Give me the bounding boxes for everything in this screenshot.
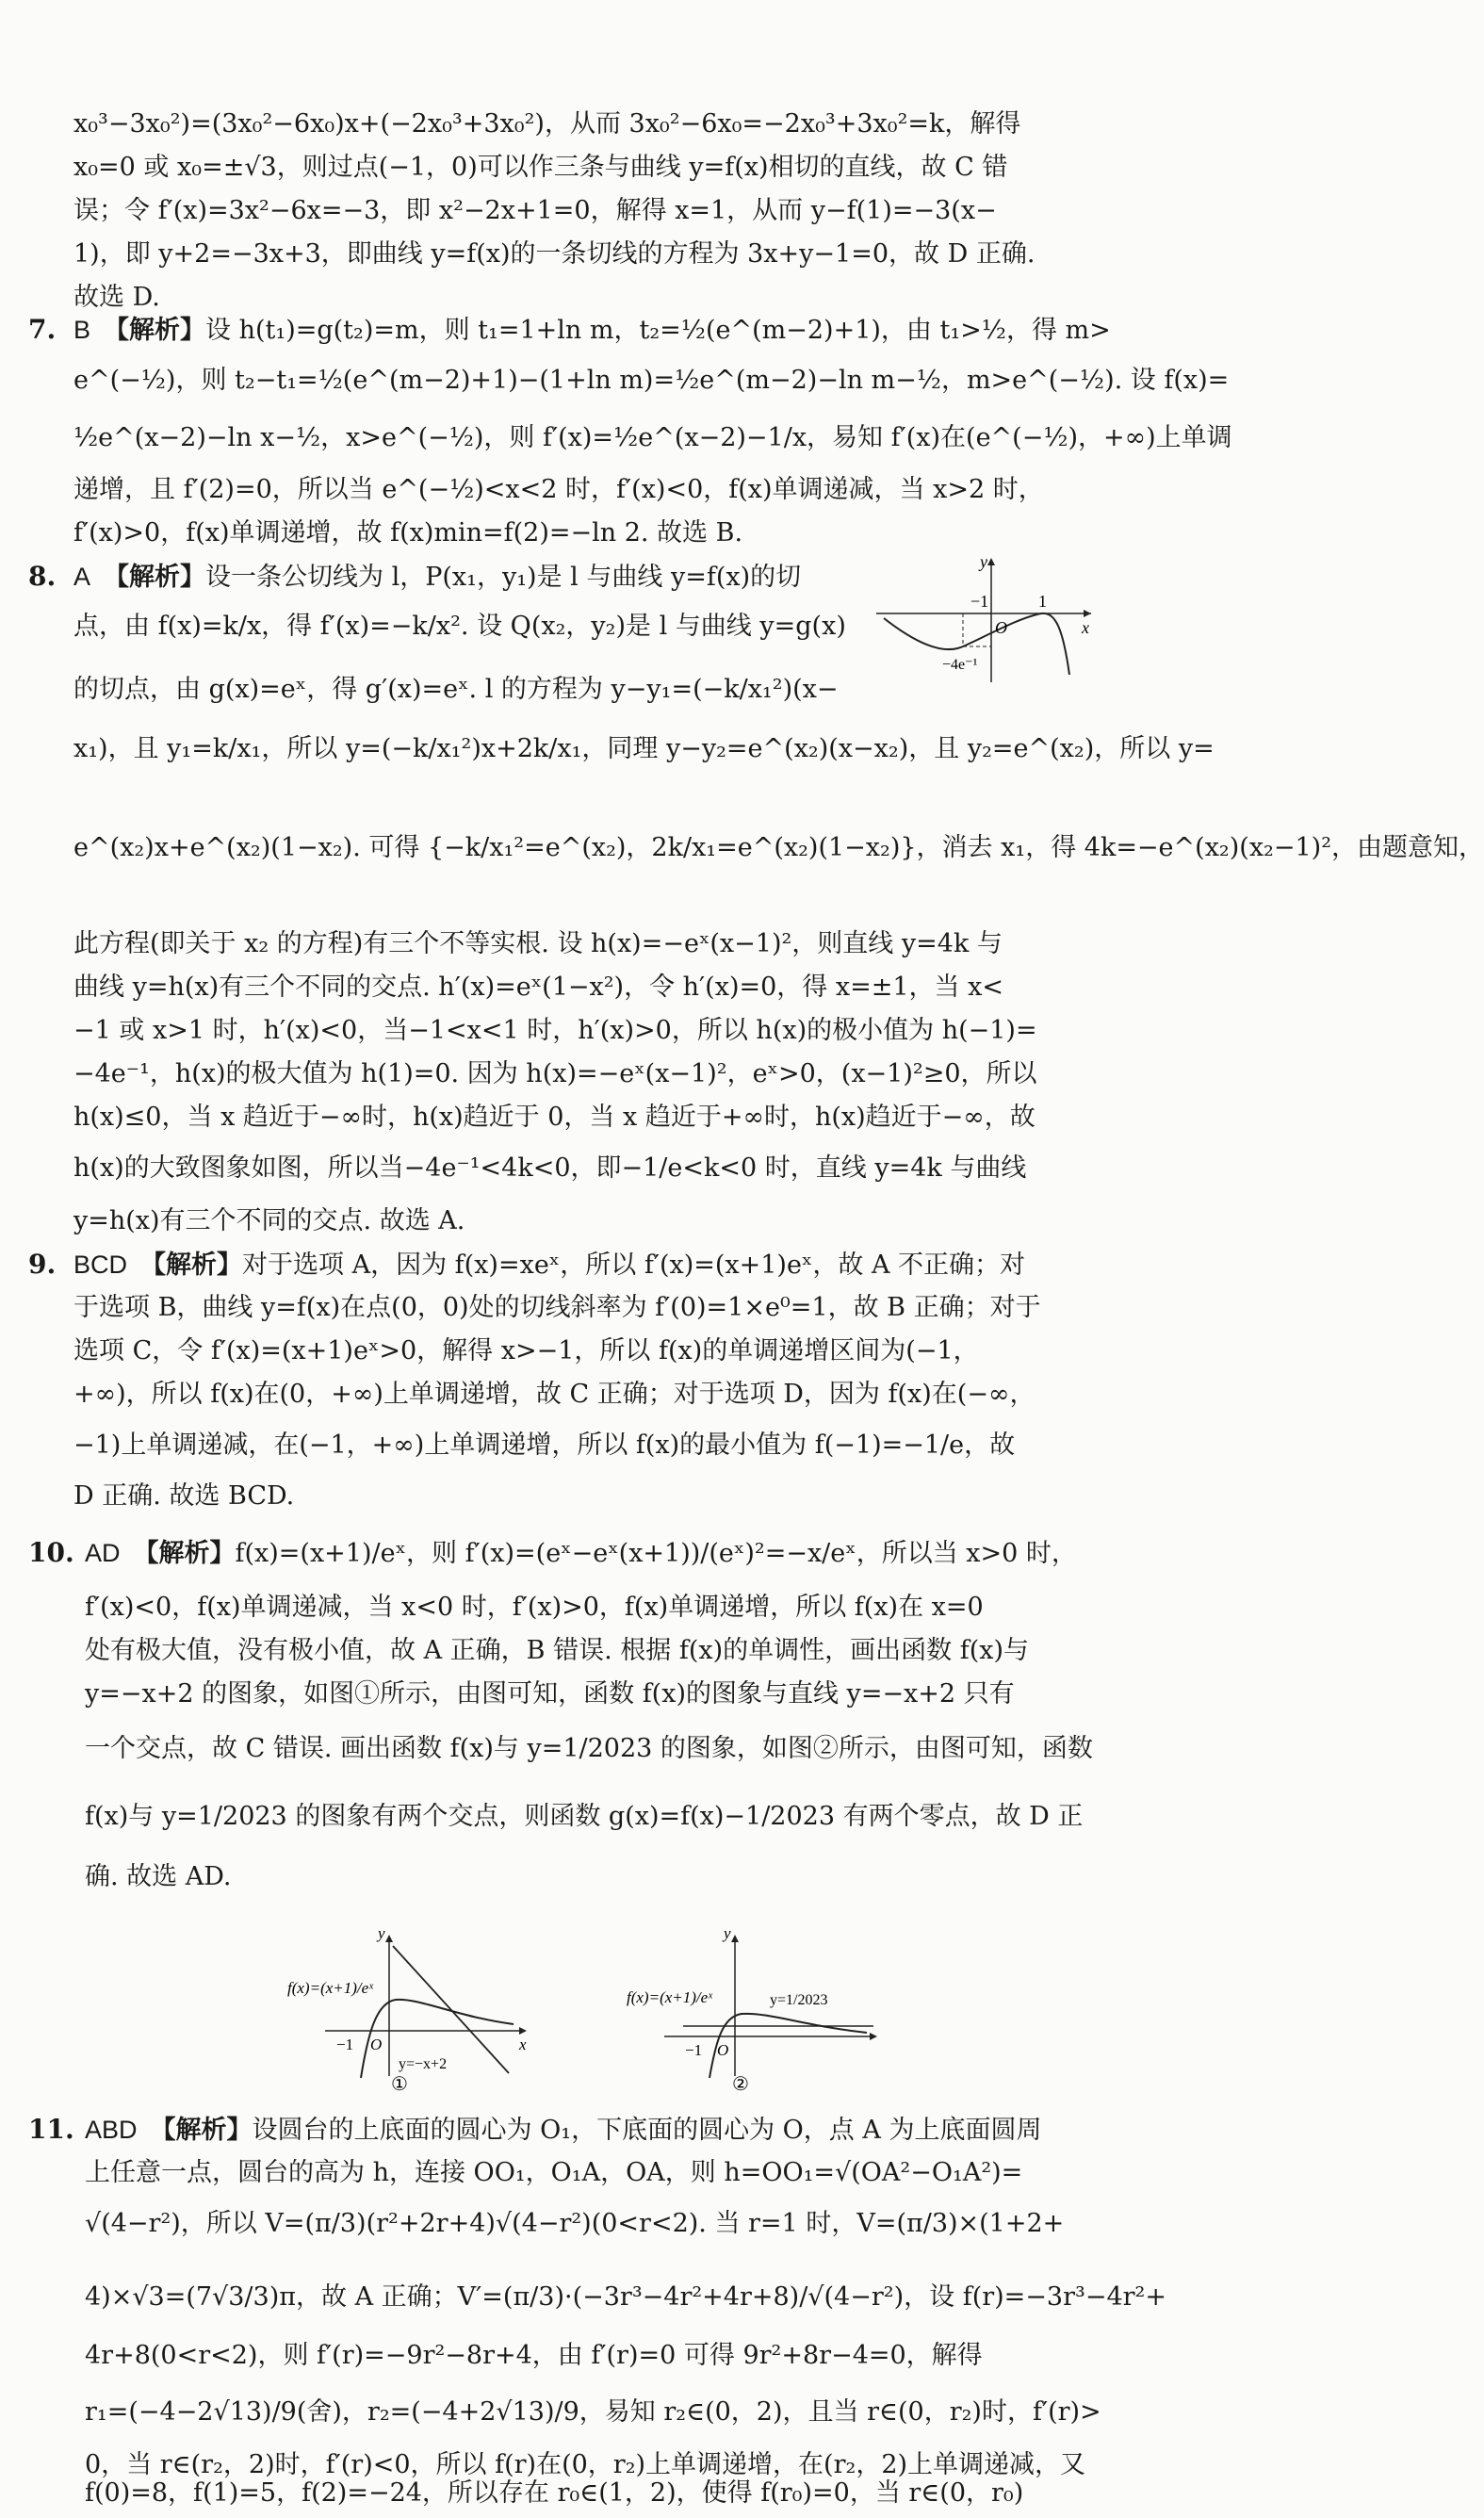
y-arrow-icon (987, 558, 995, 565)
question-number: 10. (28, 1537, 74, 1568)
text-line: f′(x)>0，f(x)单调递增，故 f(x)min=f(2)=−ln 2. 故选 B. (73, 518, 743, 548)
text: 设 h(t₁)=g(t₂)=m，则 t₁=1+ln m，t₂=½(e^(m−2)+1)，由 t₁>½，得 m> (205, 316, 1111, 345)
text-line: x₁)，且 y₁=k/x₁，所以 y=(−k/x₁²)x+2k/x₁，同理 y−y₂=e^(x₂)(x−x₂)，且 y₂=e^(x₂)，所以 y= (73, 734, 1215, 763)
text-line: 确. 故选 AD. (85, 1862, 232, 1891)
x-label: x (1082, 618, 1089, 637)
text-line: h(x)的大致图象如图，所以当−4e⁻¹<4k<0，即−1/e<k<0 时，直线 y=4k 与曲线 (73, 1153, 1027, 1183)
text-line: 一个交点，故 C 错误. 画出函数 f(x)与 y=1/2023 的图象，如图②所示，由图可知，函数 (85, 1734, 1093, 1763)
text-line: 选项 C，令 f′(x)=(x+1)eˣ>0，解得 x>−1，所以 f(x)的单调递增区间为(−1， (73, 1336, 979, 1365)
text-line: e^(−½)，则 t₂−t₁=½(e^(m−2)+1)−(1+ln m)=½e^(m−2)−ln m−½，m>e^(−½). 设 f(x)= (73, 366, 1230, 395)
text-line: 此方程(即关于 x₂ 的方程)有三个不等实根. 设 h(x)=−eˣ(x−1)²，则直线 y=4k 与 (73, 929, 1003, 958)
x-label: x (519, 2036, 527, 2053)
text-line: y=h(x)有三个不同的交点. 故选 A. (73, 1206, 465, 1235)
analysis-tag: 【解析】 (140, 1251, 243, 1280)
text-line: 故选 D. (73, 283, 160, 312)
y-label: y (724, 1924, 731, 1942)
min-label: −4e⁻¹ (942, 657, 978, 673)
text: 对于选项 A，因为 f(x)=xeˣ，所以 f′(x)=(x+1)eˣ，故 A 不正确；对 (242, 1251, 1026, 1280)
fx-label: f(x)=(x+1)/eˣ (627, 1988, 712, 2006)
y-label: y (378, 1924, 385, 1942)
figure-caption: ① (391, 2074, 408, 2095)
question-number: 11. (28, 2114, 74, 2145)
text-line: ½e^(x−2)−ln x−½，x>e^(−½)，则 f′(x)=½e^(x−2)−1/x，易知 f′(x)在(e^(−½)，+∞)上单调 (73, 423, 1232, 452)
y-arrow-icon (385, 1935, 393, 1942)
question-number: 8. (28, 561, 57, 592)
minus-one-label: −1 (970, 592, 989, 611)
analysis-tag: 【解析】 (133, 1539, 236, 1568)
answer: A (73, 563, 91, 591)
y-label: y (980, 552, 987, 571)
line-label: y=−x+2 (399, 2056, 448, 2072)
text-line: 4r+8(0<r<2)，则 f′(r)=−9r²−8r+4，由 f′(r)=0 可得 9r²+8r−4=0，解得 (85, 2341, 983, 2370)
text-line: f(x)与 y=1/2023 的图象有两个交点，则函数 g(x)=f(x)−1/2023 有两个零点，故 D 正 (85, 1802, 1084, 1831)
question-9-first-line (73, 1246, 1086, 1284)
answer: ABD (85, 2116, 138, 2144)
question-11-first-line (85, 2111, 1086, 2150)
question-7-first-line (73, 311, 1111, 350)
x-arrow-icon (870, 2033, 877, 2040)
text-line: 处有极大值，没有极小值，故 A 正确，B 错误. 根据 f(x)的单调性，画出函数 f(x)与 (85, 1636, 1029, 1665)
analysis-tag: 【解析】 (150, 2116, 253, 2145)
text-line: h(x)≤0，当 x 趋近于−∞时，h(x)趋近于 0，当 x 趋近于+∞时，h(x)趋近于−∞，故 (73, 1103, 1036, 1132)
text-line: −4e⁻¹，h(x)的极大值为 h(1)=0. 因为 h(x)=−eˣ(x−1)²，eˣ>0，(x−1)²≥0，所以 (73, 1059, 1037, 1088)
question-8-first-line (73, 558, 860, 597)
minus-one-label: −1 (336, 2036, 354, 2053)
answer: B (73, 316, 91, 344)
text-line: f(0)=8，f(1)=5，f(2)=−24，所以存在 r₀∈(1，2)，使得 f(r₀)=0，当 r∈(0，r₀) (85, 2478, 1024, 2508)
text-line: 1)，即 y+2=−3x+3，即曲线 y=f(x)的一条切线的方程为 3x+y−1=0，故 D 正确. (73, 239, 1036, 269)
text-line: 0，当 r∈(r₂，2)时，f′(r)<0，所以 f(r)在(0，r₂)上单调递增，在(r₂，2)上单调递减，又 (85, 2450, 1086, 2479)
text: f(x)=(x+1)/eˣ，则 f′(x)=(eˣ−eˣ(x+1))/(eˣ)²=−x/eˣ，所以当 x>0 时， (235, 1539, 1077, 1568)
analysis-tag: 【解析】 (104, 563, 206, 592)
answer: BCD (73, 1251, 128, 1279)
text-line: x₀=0 或 x₀=±√3，则过点(−1，0)可以作三条与曲线 y=f(x)相切的直线，故 C 错 (73, 153, 1008, 182)
figure-1 (287, 1924, 542, 2095)
text-line: −1 或 x>1 时，h′(x)<0，当−1<x<1 时，h′(x)>0，所以 h(x)的极小值为 h(−1)= (73, 1016, 1037, 1045)
text-line: −1)上单调递减，在(−1，+∞)上单调递增，所以 f(x)的最小值为 f(−1)=−1/e，故 (73, 1431, 1016, 1460)
text-line: x₀³−3x₀²)=(3x₀²−6x₀)x+(−2x₀³+3x₀²)，从而 3x₀²−6x₀=−2x₀³+3x₀²=k，解得 (73, 109, 1021, 139)
text-line: 的切点，由 g(x)=eˣ，得 g′(x)=eˣ. l 的方程为 y−y₁=(−k/x₁²)(x− (73, 675, 839, 704)
one-label: 1 (1038, 592, 1047, 611)
figure-2 (627, 1924, 890, 2095)
text-line: f′(x)<0，f(x)单调递减，当 x<0 时，f′(x)>0，f(x)单调递增，所以 f(x)在 x=0 (85, 1593, 984, 1622)
line-y-minus-x-plus-2 (393, 1946, 509, 2073)
text-line: 上任意一点，圆台的高为 h，连接 OO₁，O₁A，OA，则 h=OO₁=√(OA²−O₁A²)= (85, 2158, 1023, 2187)
question-number: 9. (28, 1249, 57, 1280)
x-arrow-icon (519, 2027, 527, 2035)
text-line: r₁=(−4−2√13)/9(舍)，r₂=(−4+2√13)/9，易知 r₂∈(0，2)，且当 r∈(0，r₂)时，f′(r)> (85, 2397, 1101, 2427)
h-x-graph (876, 552, 1093, 684)
answer: AD (85, 1539, 121, 1567)
text-line: 点，由 f(x)=k/x，得 f′(x)=−k/x². 设 Q(x₂，y₂)是 l 与曲线 y=g(x) (73, 612, 846, 641)
text-line: 曲线 y=h(x)有三个不同的交点. h′(x)=eˣ(1−x²)，令 h′(x)=0，得 x=±1，当 x< (73, 973, 1003, 1002)
question-number: 7. (28, 314, 57, 345)
text-line: 递增，且 f′(2)=0，所以当 e^(−½)<x<2 时，f′(x)<0，f(x)单调递减，当 x>2 时， (73, 475, 1044, 504)
origin-label: O (370, 2036, 383, 2053)
text: 设圆台的上底面的圆心为 O₁，下底面的圆心为 O，点 A 为上底面圆周 (252, 2116, 1042, 2145)
text-line: 误；令 f′(x)=3x²−6x=−3，即 x²−2x+1=0，解得 x=1，从而 y−f(1)=−3(x− (73, 196, 997, 225)
line-label: y=1/2023 (770, 1992, 828, 2008)
text-line: 4)×√3=(7√3/3)π，故 A 正确；V′=(π/3)·(−3r³−4r²+4r+8)/√(4−r²)，设 f(r)=−3r³−4r²+ (85, 2282, 1166, 2312)
text-line: D 正确. 故选 BCD. (73, 1481, 295, 1511)
fx-curve (709, 2014, 867, 2078)
question-10-first-line (85, 1534, 1086, 1573)
origin-label: O (995, 618, 1007, 637)
x-arrow-icon (1084, 610, 1091, 617)
text-line: +∞)，所以 f(x)在(0，+∞)上单调递增，故 C 正确；对于选项 D，因为 f(x)在(−∞， (73, 1380, 1036, 1409)
analysis-tag: 【解析】 (104, 316, 206, 345)
text-line: e^(x₂)x+e^(x₂)(1−x₂). 可得 {−k/x₁²=e^(x₂)，2k/x₁=e^(x₂)(1−x₂)}，消去 x₁，得 4k=−e^(x₂)(x₂−1)²，由题意知， (73, 833, 1484, 862)
text: 设一条公切线为 l，P(x₁，y₁)是 l 与曲线 y=f(x)的切 (205, 563, 802, 592)
y-arrow-icon (731, 1935, 739, 1942)
text-line: √(4−r²)，所以 V=(π/3)(r²+2r+4)√(4−r²)(0<r<2). 当 r=1 时，V=(π/3)×(1+2+ (85, 2209, 1065, 2238)
origin-label: O (717, 2041, 729, 2059)
figure-caption: ② (732, 2074, 749, 2095)
text-line: y=−x+2 的图象，如图①所示，由图可知，函数 f(x)的图象与直线 y=−x+2 只有 (85, 1679, 1015, 1709)
text-line: 于选项 B，曲线 y=f(x)在点(0，0)处的切线斜率为 f′(0)=1×e⁰=1，故 B 正确；对于 (73, 1293, 1041, 1322)
minus-one-label: −1 (685, 2041, 703, 2059)
fx-label: f(x)=(x+1)/eˣ (287, 1979, 373, 1997)
